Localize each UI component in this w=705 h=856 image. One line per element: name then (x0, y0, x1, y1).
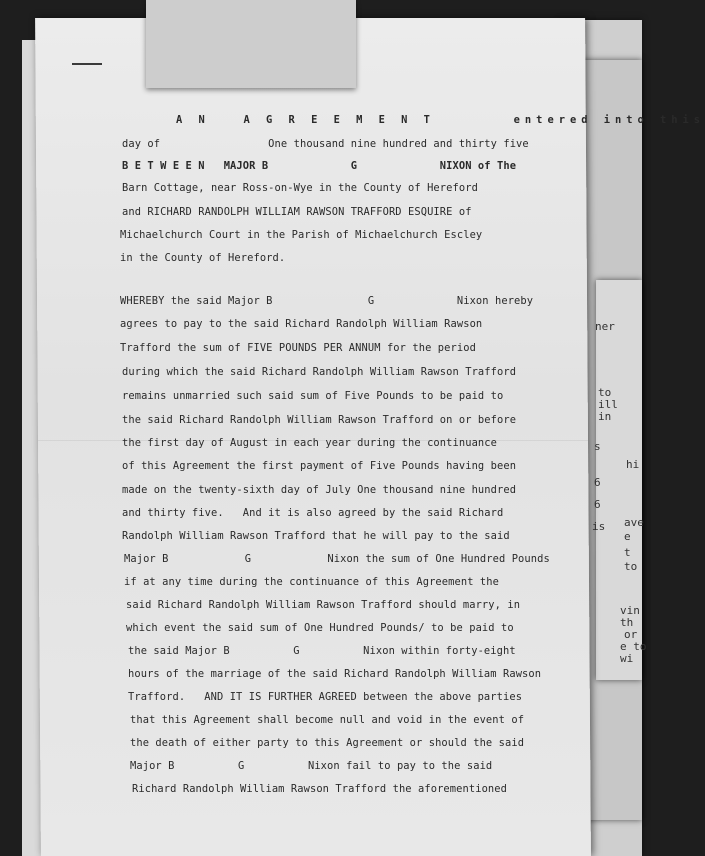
agreement-line: Richard Randolph William Rawson Trafford the aforementioned (132, 783, 507, 795)
agreement-line: Trafford. AND IT IS FURTHER AGREED between the above parties (128, 691, 523, 703)
agreement-line: WHEREBY the said Major B G Nixon hereby (120, 295, 534, 307)
right-sheet-fragment: e (624, 530, 631, 543)
paper-tab (146, 0, 356, 88)
right-sheet-fragment: 6 (594, 476, 601, 489)
agreement-line: made on the twenty-sixth day of July One thousand nine hundred (122, 484, 517, 496)
right-sheet-fragment: t (624, 546, 631, 559)
right-sheet-fragment: ner (595, 320, 615, 333)
agreement-parties-line: B E T W E E N MAJOR B G NIXON of The (122, 160, 517, 172)
right-sheet-fragment: to (624, 560, 638, 573)
right-sheet-fragment: to (598, 386, 612, 399)
agreement-line: the said Major B G Nixon within forty-eight (128, 645, 516, 657)
agreement-line: which event the said sum of One Hundred Pounds/ to be paid to (126, 622, 514, 634)
right-sheet-fragment: ill (598, 398, 618, 411)
right-sheet-fragment: vin (620, 604, 640, 617)
agreement-heading: A N A G R E E M E N T entered into this (176, 114, 705, 126)
agreement-line: Major B G Nixon the sum of One Hundred Pounds (124, 553, 550, 565)
agreement-line: and thirty five. And it is also agreed by the said Richard (122, 507, 504, 519)
right-sheet-fragment: wi (620, 652, 634, 665)
agreement-line: the said Richard Randolph William Rawson Trafford on or before (122, 414, 517, 426)
right-sheet-fragment: s (594, 440, 601, 453)
agreement-line: if at any time during the continuance of this Agreement the (124, 576, 499, 588)
punch-mark (72, 63, 102, 65)
agreement-line: during which the said Richard Randolph William Rawson Trafford (122, 366, 517, 378)
agreement-line: Michaelchurch Court in the Parish of Michaelchurch Escley (120, 229, 483, 241)
agreement-line: of this Agreement the first payment of Five Pounds having been (122, 460, 517, 472)
right-sheet-fragment: 6 (594, 498, 601, 511)
agreement-line: the first day of August in each year during the continuance (122, 437, 497, 449)
agreement-line: Trafford the sum of FIVE POUNDS PER ANNUM for the period (120, 342, 476, 354)
agreement-line: and RICHARD RANDOLPH WILLIAM RAWSON TRAFFORD ESQUIRE of (122, 206, 472, 218)
agreement-line: in the County of Hereford. (120, 252, 286, 264)
agreement-line: that this Agreement shall become null and void in the event of (130, 714, 525, 726)
agreement-line: the death of either party to this Agreement or should the said (130, 737, 525, 749)
agreement-line: Randolph William Rawson Trafford that he will pay to the said (122, 530, 510, 542)
agreement-line: day of One thousand nine hundred and thirty five (122, 138, 529, 150)
right-sheet-fragment: ave (624, 516, 644, 529)
background-sheet (596, 280, 642, 680)
agreement-line: Barn Cottage, near Ross-on-Wye in the County of Hereford (122, 182, 478, 194)
agreement-line: remains unmarried such said sum of Five Pounds to be paid to (122, 390, 504, 402)
agreement-line: hours of the marriage of the said Richard Randolph William Rawson (128, 668, 542, 680)
right-sheet-fragment: hi (626, 458, 640, 471)
agreement-line: agrees to pay to the said Richard Randolph William Rawson (120, 318, 483, 330)
right-sheet-fragment: or (624, 628, 638, 641)
agreement-line: said Richard Randolph William Rawson Trafford should marry, in (126, 599, 521, 611)
right-sheet-fragment: th (620, 616, 634, 629)
right-sheet-fragment: is (592, 520, 606, 533)
right-sheet-fragment: in (598, 410, 612, 423)
agreement-line: Major B G Nixon fail to pay to the said (130, 760, 493, 772)
right-sheet-fragment: e to (620, 640, 647, 653)
